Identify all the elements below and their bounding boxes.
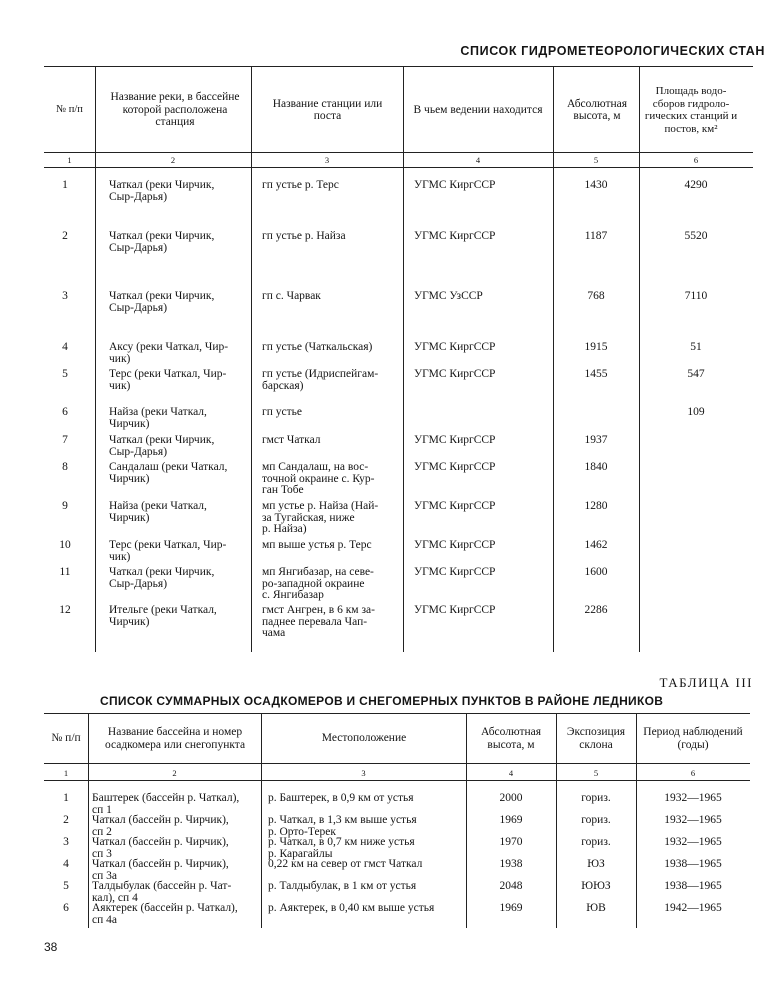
table1-organization: УГМС КиргССР [414,341,496,353]
table1-colnum: 5 [593,155,599,165]
table2-col-divider [261,713,262,928]
table2-period: 1942—1965 [664,902,722,914]
table1-organization: УГМС КиргССР [414,461,496,473]
table2-row-number: 3 [63,836,69,848]
table1-station-name: гп с. Чарвак [262,290,321,302]
table1-station-name: гп устье р. Терс [262,179,339,191]
table2-period: 1932—1965 [664,792,722,804]
table2-colnum: 4 [508,768,514,778]
table1-altitude: 1462 [584,539,608,551]
table1-river-name: Аксу (реки Чаткал, Чир- чик) [109,341,229,365]
table2-altitude: 2000 [499,792,523,804]
table2-exposure: гориз. [581,814,611,826]
table2-location: р. Чаткал, в 0,7 км ниже устья р. Карагайлы [268,836,415,860]
table2-period: 1932—1965 [664,814,722,826]
table2-header-rule [44,763,750,764]
table1-col-divider [251,66,252,652]
table2-location: р. Чаткал, в 1,3 км выше устья р. Орто-Терек [268,814,417,838]
table2-altitude: 2048 [499,880,523,892]
table1-altitude: 1455 [584,368,608,380]
table1-col-divider [95,66,96,652]
table1-altitude: 1187 [584,230,608,242]
table1-catchment-area: 4290 [684,179,708,191]
table1-colnum: 4 [475,155,481,165]
table1-catchment-area: 547 [687,368,705,380]
table1-station-name: мп Янгибазар, на севе- ро-западной окраине с. Янгибазар [262,566,374,601]
table2-row-number: 6 [63,902,69,914]
table2-header-name: Название бассейна и номер осадкомера или снегопункта [104,726,246,751]
table2-location: 0,22 км на север от гмст Чаткал [268,858,423,870]
table1-row-number: 3 [62,290,68,302]
table1-colnum: 1 [67,155,72,165]
table1-organization: УГМС КиргССР [414,566,496,578]
table1-altitude: 1280 [584,500,608,512]
table1-river-name: Терс (реки Чаткал, Чир- чик) [109,539,227,563]
table1-river-name: Найза (реки Чаткал, Чирчик) [109,500,207,524]
table1-river-name: Сандалаш (реки Чаткал, Чирчик) [109,461,228,485]
table1-altitude: 1937 [584,434,608,446]
table2-row-number: 2 [63,814,69,826]
table1-river-name: Чаткал (реки Чирчик, Сыр-Дарья) [109,566,215,590]
table1-catchment-area: 109 [687,406,705,418]
table2-col-divider [88,713,89,928]
table2-exposure: ЮЮЗ [581,880,611,892]
table2-colnum: 3 [361,768,366,778]
table1-header-altitude: Абсолютная высота, м [566,97,628,122]
table2-altitude: 1969 [499,814,523,826]
table1-colnum: 6 [693,155,699,165]
table2-exposure: гориз. [581,792,611,804]
table1-organization: УГМС КиргССР [414,539,496,551]
table1-river-name: Терс (реки Чаткал, Чир- чик) [109,368,227,392]
table1-river-name: Чаткал (реки Чирчик, Сыр-Дарья) [109,179,215,203]
table1-station-name: гмст Ангрен, в 6 км за- паднее перевала Чап- чама [262,604,375,639]
table1-organization: УГМС КиргССР [414,368,496,380]
table1-altitude: 1430 [584,179,608,191]
table1-top-rule [44,66,753,67]
table2-location: р. Аяктерек, в 0,40 км выше устья [268,902,435,914]
table1-row-number: 8 [62,461,68,473]
table1-organization: УГМС КиргССР [414,179,496,191]
table1-col-divider [553,66,554,652]
table2-colnum: 5 [593,768,599,778]
table1-col-divider [403,66,404,652]
table2-period: 1938—1965 [664,880,722,892]
table1-row-number: 11 [59,566,71,578]
table1-row-number: 10 [59,539,71,551]
table2-exposure: ЮВ [586,902,606,914]
table2-gauge-name: Баштерек (бассейн р. Чаткал), сп 1 [92,792,240,816]
table1-organization: УГМС УзССР [414,290,483,302]
table1-row-number: 12 [59,604,71,616]
table2-location: р. Баштерек, в 0,9 км от устья [268,792,414,804]
table2-colnum: 1 [63,768,69,778]
table2-period: 1932—1965 [664,836,722,848]
table2-altitude: 1969 [499,902,523,914]
table1-col-divider [639,66,640,652]
table2-colnum: 2 [172,768,177,778]
table1-row-number: 1 [62,179,68,191]
table1-river-name: Найза (реки Чаткал, Чирчик) [109,406,207,430]
table1-river-name: Чаткал (реки Чирчик, Сыр-Дарья) [109,230,215,254]
table1-river-name: Чаткал (реки Чирчик, Сыр-Дарья) [109,434,215,458]
table2-number: ТАБЛИЦА III [659,675,753,690]
table2-period: 1938—1965 [664,858,722,870]
table1-catchment-area: 5520 [684,230,708,242]
table1-row-number: 9 [62,500,68,512]
table1-row-number: 7 [62,434,68,446]
table2-gauge-name: Чаткал (бассейн р. Чирчик), сп 3а [92,858,229,882]
table2-col-divider [636,713,637,928]
table2-location: р. Талдыбулак, в 1 км от устья [268,880,417,892]
table1-row-number: 6 [62,406,68,418]
table2-col-divider [466,713,467,928]
table1-header-org: В чьем ведении находится [413,103,543,116]
page-number: 38 [44,940,58,954]
table2-gauge-name: Талдыбулак (бассейн р. Чат- кал), сп 4 [92,880,232,904]
table2-header-altitude: Абсолютная высота, м [480,726,542,751]
table1-organization: УГМС КиргССР [414,434,496,446]
table1-organization: УГМС КиргССР [414,230,496,242]
table2-row-number: 1 [63,792,69,804]
table1-altitude: 1915 [584,341,608,353]
table1-station-name: гмст Чаткал [262,434,321,446]
table2-gauge-name: Чаткал (бассейн р. Чирчик), сп 3 [92,836,229,860]
table1-station-name: гп устье (Чаткальская) [262,341,373,353]
table2-numbers-rule [44,780,750,781]
table2-colnum: 6 [690,768,696,778]
table1-altitude: 768 [587,290,605,302]
table1-row-number: 2 [62,230,68,242]
table1-catchment-area: 51 [690,341,702,353]
table1-row-number: 4 [62,341,68,353]
table1-river-name: Чаткал (реки Чирчик, Сыр-Дарья) [109,290,215,314]
table2-header-period: Период наблюдений (годы) [643,726,743,751]
table2-exposure: ЮЗ [587,858,605,870]
table1-header-rule [44,152,753,153]
table2-altitude: 1970 [499,836,523,848]
table2-row-number: 5 [63,880,69,892]
table2-col-divider [556,713,557,928]
table2-header-exposure: Экспозиция склона [566,726,626,751]
table1-station-name: мп выше устья р. Терс [262,539,372,551]
table1-header-river: Название реки, в бассейне которой расположена станция [110,91,240,129]
table1-catchment-area: 7110 [684,290,708,302]
table2-gauge-name: Чаткал (бассейн р. Чирчик), сп 2 [92,814,229,838]
table2-gauge-name: Аяктерек (бассейн р. Чаткал), сп 4а [92,902,238,926]
table1-station-name: гп устье [262,406,302,418]
table1-header-area: Площадь водо-сборов гидроло-гических станций и постов, км² [644,85,738,135]
table2-header-number: № п/п [51,732,81,745]
table1-station-name: гп устье (Идриспейгам- барская) [262,368,379,392]
table2-exposure: гориз. [581,836,611,848]
table1-row-number: 5 [62,368,68,380]
table2-altitude: 1938 [499,858,523,870]
table1-header-number: № п/п [56,103,83,115]
table1-station-name: мп устье р. Найза (Най- за Тугайская, ниже р. Найза) [262,500,379,535]
table2-header-location: Местоположение [321,732,407,745]
table2-top-rule [44,713,750,714]
table1-colnum: 3 [324,155,330,165]
table1-station-name: гп устье р. Найза [262,230,346,242]
table1-river-name: Ительге (реки Чаткал, Чирчик) [109,604,217,628]
table1-organization: УГМС КиргССР [414,500,496,512]
table1-header-station: Название станции или поста [272,97,383,122]
table1-station-name: мп Сандалаш, на вос- точной окраине с. Кур- ган Тобе [262,461,375,496]
table1-altitude: 1840 [584,461,608,473]
table1-altitude: 2286 [584,604,608,616]
table1-colnum: 2 [170,155,176,165]
table2-title: СПИСОК СУММАРНЫХ ОСАДКОМЕРОВ И СНЕГОМЕРНЫХ ПУНКТОВ В РАЙОНЕ ЛЕДНИКОВ [100,694,664,708]
table1-numbers-rule [44,167,753,168]
table1-altitude: 1600 [584,566,608,578]
table1-organization: УГМС КиргССР [414,604,496,616]
table2-row-number: 4 [63,858,69,870]
table1-title: СПИСОК ГИДРОМЕТЕОРОЛОГИЧЕСКИХ СТАН [460,44,765,58]
